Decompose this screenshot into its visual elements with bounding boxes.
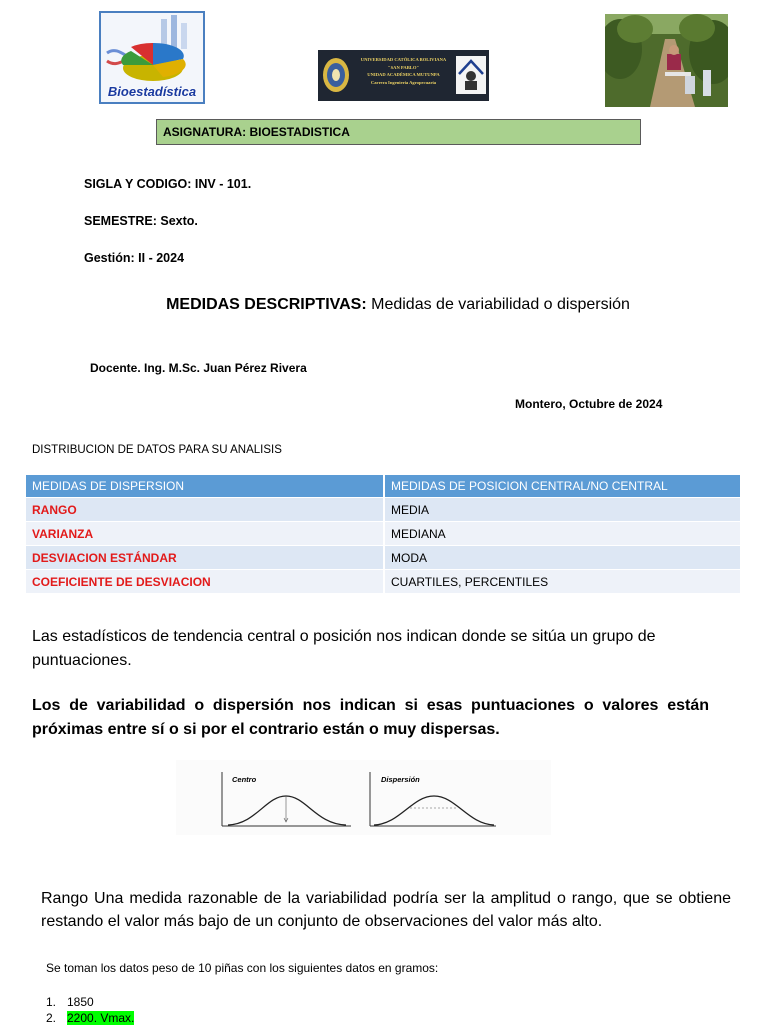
dispersion-panel: [370, 772, 496, 826]
dispersion-label: Dispersión: [381, 775, 420, 784]
distribution-curves-figure: [176, 760, 551, 835]
subject-box: [156, 119, 641, 145]
distribution-heading: DISTRIBUCION DE DATOS PARA SU ANALISIS: [32, 444, 282, 456]
centro-label: Centro: [232, 775, 257, 784]
instructor: Docente. Ing. M.Sc. Juan Pérez Rivera: [90, 361, 307, 375]
university-logo-text: UNIVERSIDAD CATÓLICA BOLIVIANA "SAN PABLO" UNIDAD ACADÉMICA MUTUNPA Carrera Ingeniería Agropecuaria: [360, 57, 447, 85]
semester: SEMESTRE: Sexto.: [84, 214, 198, 228]
table-header-cell: MEDIDAS DE DISPERSION: [26, 475, 384, 498]
table-row: [26, 570, 741, 594]
subject-title: ASIGNATURA: BIOESTADISTICA: [163, 125, 350, 139]
list-item-number: 1.: [46, 995, 57, 1009]
distribution-curves-image: [176, 760, 551, 835]
table-row: [26, 498, 741, 522]
list-item-value: 1850: [67, 995, 94, 1009]
table-cell: MODA: [384, 546, 741, 570]
table-row: [26, 546, 741, 570]
measures-table: [26, 475, 742, 593]
bioestadistica-logo: [99, 11, 205, 104]
faculty-emblem-icon: [456, 56, 486, 94]
central-tendency-paragraph: Las estadísticos de tendencia central o posición nos indican donde se sitúa un grupo de puntuaciones.: [32, 628, 656, 669]
list-item: [46, 994, 134, 1010]
field-work-photo: [605, 14, 728, 107]
data-list: [46, 994, 134, 1026]
table-cell: CUARTILES, PERCENTILES: [384, 570, 741, 594]
range-paragraph: Rango Una medida razonable de la variabilidad podría ser la amplitud o rango, que se obtiene restando el valor más bajo de un conjunto de observaciones del valor más alto.: [41, 890, 731, 930]
table-cell: VARIANZA: [26, 522, 384, 546]
table-cell: MEDIANA: [384, 522, 741, 546]
course-code: SIGLA Y CODIGO: INV - 101.: [84, 177, 252, 191]
table-cell: MEDIA: [384, 498, 741, 522]
document-title-rest: Medidas de variabilidad o dispersión: [366, 296, 630, 313]
bioestadistica-logo-text: Bioestadística: [107, 84, 197, 99]
place-date: Montero, Octubre de 2024: [515, 397, 663, 411]
university-seal-icon: [322, 56, 350, 94]
list-item-number: 2.: [46, 1011, 57, 1025]
table-cell: DESVIACION ESTÁNDAR: [26, 546, 384, 570]
list-item-value-highlighted: 2200. Vmax.: [67, 1011, 135, 1025]
table-row: [26, 522, 741, 546]
dispersion-paragraph: Los de variabilidad o dispersión nos indican si esas puntuaciones o valores están próximas entre sí o si por el contrario están o muy dispersas.: [32, 697, 709, 738]
data-intro: Se toman los datos peso de 10 piñas con los siguientes datos en gramos:: [46, 961, 439, 975]
table-cell: COEFICIENTE DE DESVIACION: [26, 570, 384, 594]
table-header-cell: MEDIDAS DE POSICION CENTRAL/NO CENTRAL: [384, 475, 741, 498]
university-logo: [318, 50, 489, 101]
academic-term: Gestión: II - 2024: [84, 251, 185, 265]
field-photo-image: [605, 14, 728, 107]
table-header-row: [26, 475, 741, 498]
document-title: [0, 296, 768, 314]
centro-panel: [222, 772, 351, 826]
table-cell: RANGO: [26, 498, 384, 522]
document-title-bold: MEDIDAS DESCRIPTIVAS:: [166, 296, 367, 313]
